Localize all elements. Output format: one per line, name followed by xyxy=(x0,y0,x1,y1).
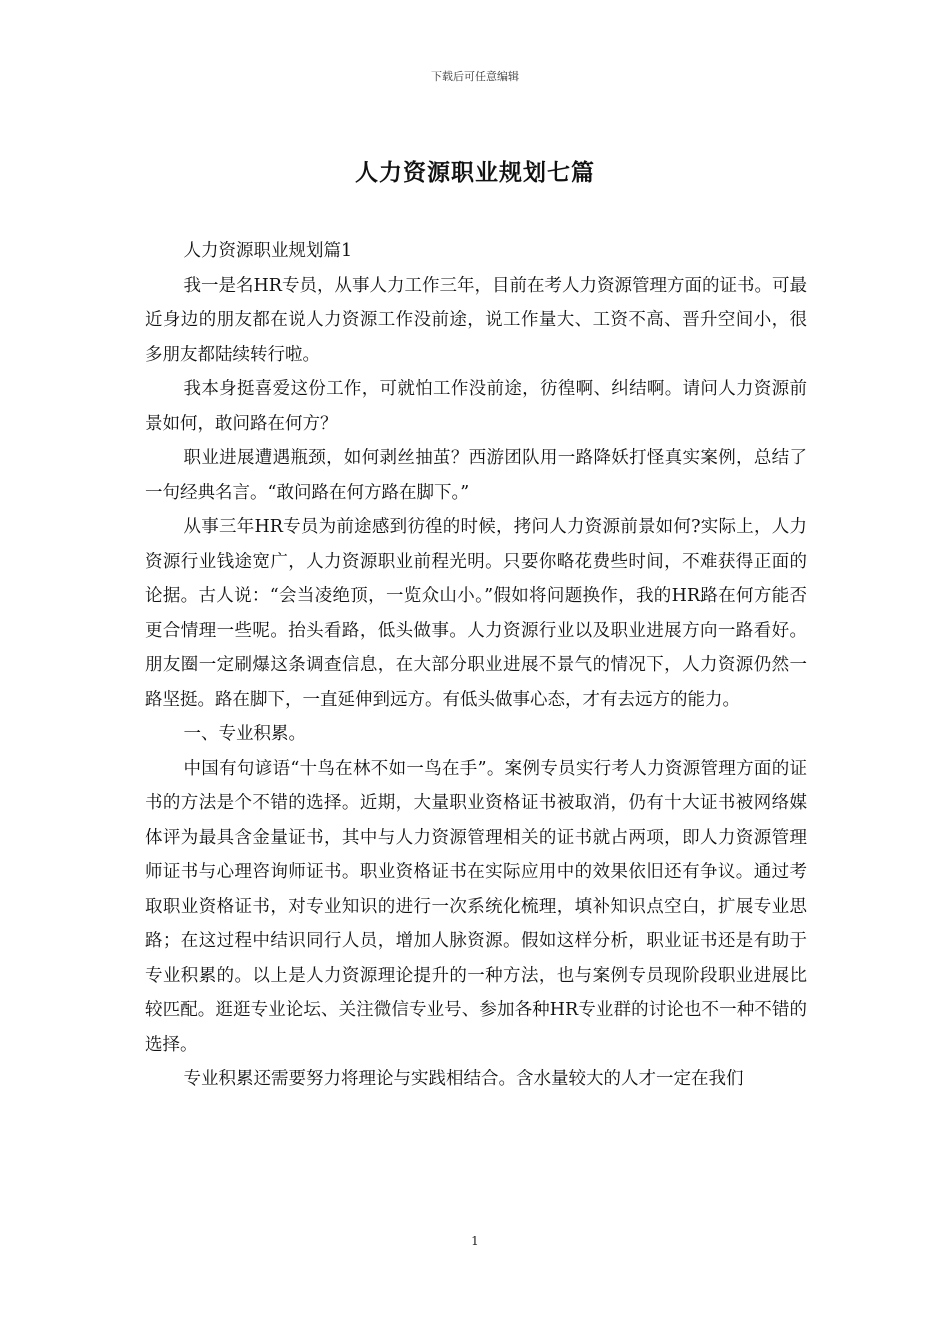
document-body xyxy=(145,234,807,1097)
page-number: 1 xyxy=(471,1234,479,1248)
paragraph: 从事三年HR专员为前途感到彷徨的时候，拷问人力资源前景如何?实际上，人力资源行业钱途宽广，人力资源职业前程光明。只要你略花费些时间，不难获得正面的论据。古人说：“会当凌绝顶，一览众山小。”假如将问题换作，我的HR路在何方能否更合情理一些呢。抬头看路，低头做事。人力资源行业以及职业进展方向一路看好。朋友圈一定刷爆这条调查信息，在大部分职业进展不景气的情况下，人力资源仍然一路坚挺。路在脚下，一直延伸到远方。有低头做事心态，才有去远方的能力。 xyxy=(145,517,807,710)
document-title: 人力资源职业规划七篇 xyxy=(355,159,595,186)
header-note: 下载后可任意编辑 xyxy=(431,70,519,83)
paragraph: 职业进展遭遇瓶颈，如何剥丝抽茧？西游团队用一路降妖打怪真实案例，总结了一句经典名言。“敢问路在何方路在脚下。” xyxy=(145,448,807,503)
paragraph: 我一是名HR专员，从事人力工作三年，目前在考人力资源管理方面的证书。可最近身边的朋友都在说人力资源工作没前途，说工作量大、工资不高、晋升空间小，很多朋友都陆续转行啦。 xyxy=(145,275,807,365)
paragraph: 中国有句谚语“十鸟在林不如一鸟在手”。案例专员实行考人力资源管理方面的证书的方法是个不错的选择。近期，大量职业资格证书被取消，仍有十大证书被网络媒体评为最具含金量证书，其中与人力资源管理相关的证书就占两项，即人力资源管理师证书与心理咨询师证书。职业资格证书在实际应用中的效果依旧还有争议。通过考取职业资格证书，对专业知识的进行一次系统化梳理，填补知识点空白，扩展专业思路；在这过程中结识同行人员，增加人脉资源。假如这样分析，职业证书还是有助于专业积累的。以上是人力资源理论提升的一种方法，也与案例专员现阶段职业进展比较匹配。逛逛专业论坛、关注微信专业号、参加各种HR专业群的讨论也不一种不错的选择。 xyxy=(145,758,807,1055)
subsection-heading: 一、专业积累。 xyxy=(183,724,306,744)
paragraph: 我本身挺喜爱这份工作，可就怕工作没前途，彷徨啊、纠结啊。请问人力资源前景如何，敢问路在何方？ xyxy=(145,379,807,434)
section-heading: 人力资源职业规划篇1 xyxy=(183,241,353,261)
paragraph: 专业积累还需要努力将理论与实践相结合。含水量较大的人才一定在我们 xyxy=(183,1069,744,1089)
